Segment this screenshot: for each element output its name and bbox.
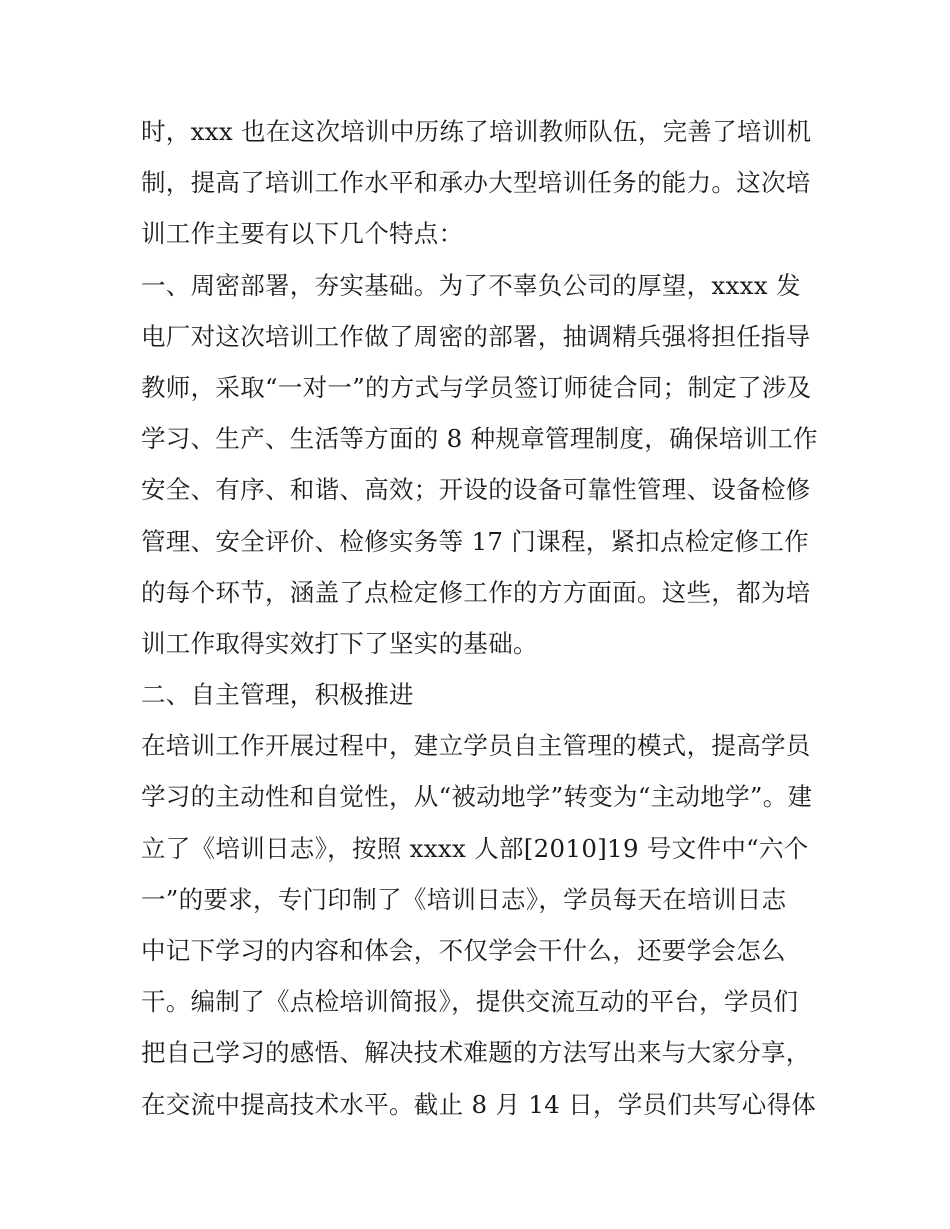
- paragraph-line: 时，xxx 也在这次培训中历练了培训教师队伍，完善了培训机: [141, 117, 812, 146]
- paragraph-line: 一”的要求，专门印制了《培训日志》，学员每天在培训日志: [141, 884, 787, 914]
- section-heading-line: 二、自主管理，积极推进: [141, 680, 414, 710]
- paragraph-line: 学习的主动性和自觉性，从“被动地学”转变为“主动地学”。建: [141, 782, 813, 812]
- paragraph-line: 制，提高了培训工作水平和承办大型培训任务的能力。这次培: [141, 168, 811, 198]
- section-heading-line: 一、周密部署，夯实基础。为了不辜负公司的厚望，xxxx 发: [141, 270, 801, 300]
- paragraph-line: 在交流中提高技术水平。截止 8 月 14 日，学员们共写心得体: [141, 1089, 817, 1119]
- paragraph-line: 训工作取得实效打下了坚实的基础。: [141, 628, 538, 658]
- paragraph-line: 安全、有序、和谐、高效；开设的设备可靠性管理、设备检修: [141, 475, 811, 505]
- paragraph-line: 把自己学习的感悟、解决技术难题的方法写出来与大家分享，: [141, 1038, 811, 1068]
- paragraph-line: 立了《培训日志》，按照 xxxx 人部[2010]19 号文件中“六个: [141, 833, 809, 863]
- paragraph-line: 在培训工作开展过程中，建立学员自主管理的模式，提高学员: [141, 731, 811, 761]
- paragraph-line: 教师，采取“一对一”的方式与学员签订师徒合同；制定了涉及: [141, 372, 812, 402]
- paragraph-line: 电厂对这次培训工作做了周密的部署，抽调精兵强将担任指导: [141, 321, 811, 351]
- paragraph-line: 学习、生产、生活等方面的 8 种规章管理制度，确保培训工作: [141, 424, 818, 454]
- paragraph-line: 干。编制了《点检培训简报》，提供交流互动的平台，学员们: [141, 987, 799, 1017]
- paragraph-line: 训工作主要有以下几个特点：: [141, 219, 464, 249]
- document-body: [141, 106, 821, 1130]
- paragraph-line: 的每个环节，涵盖了点检定修工作的方方面面。这些，都为培: [141, 577, 811, 607]
- paragraph-line: 中记下学习的内容和体会，不仅学会干什么，还要学会怎么: [141, 936, 786, 965]
- paragraph-line: 管理、安全评价、检修实务等 17 门课程，紧扣点检定修工作: [141, 526, 809, 556]
